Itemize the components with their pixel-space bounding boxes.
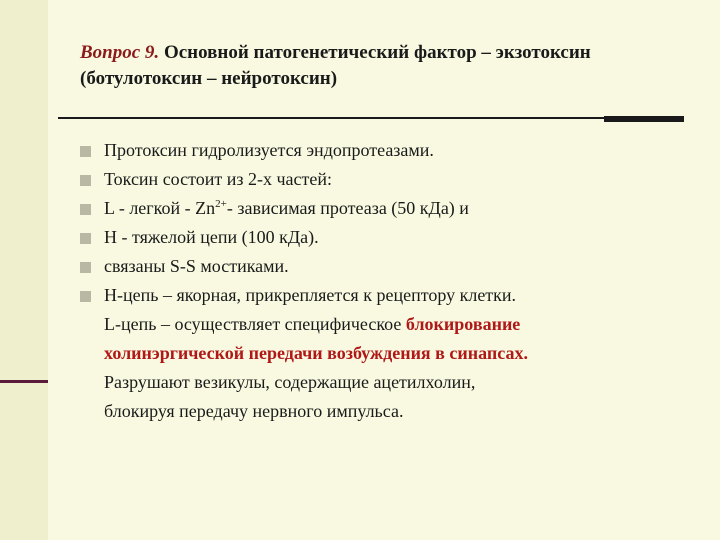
square-bullet-icon — [80, 262, 91, 273]
left-decor-line — [0, 380, 48, 383]
continuation-text: L-цепь – осуществляет специфическое — [104, 314, 406, 334]
continuation-line-4: блокируя передачу нервного импульса. — [104, 401, 404, 421]
bullet-text: Протоксин гидролизуется эндопротеазами. — [104, 140, 434, 160]
highlight-text: блокирование — [405, 314, 521, 334]
square-bullet-icon — [80, 146, 91, 157]
square-bullet-icon — [80, 175, 91, 186]
bullet-text: Н-цепь – якорная, прикрепляется к рецептору клетки. — [104, 285, 517, 305]
list-item — [80, 252, 690, 281]
title-divider — [58, 117, 684, 119]
square-bullet-icon — [80, 233, 91, 244]
title-question-number: Вопрос 9. — [80, 42, 160, 63]
list-item — [80, 165, 690, 194]
square-bullet-icon — [80, 204, 91, 215]
list-item — [80, 223, 690, 252]
bullet-text: Токсин состоит из 2-х частей: — [104, 169, 333, 189]
title-text: Основной патогенетический фактор – экзотоксин (ботулотоксин – нейротоксин) — [80, 42, 591, 89]
bullet-text: Н - тяжелой цепи (100 кДа). — [104, 227, 319, 247]
list-item — [80, 281, 690, 426]
bullet-text: связаны S-S мостиками. — [104, 256, 289, 276]
left-decor-band — [0, 0, 48, 540]
slide-title — [80, 40, 680, 92]
continuation-line-3: Разрушают везикулы, содержащие ацетилхолин, — [104, 372, 476, 392]
bullet-text-after: - зависимая протеаза (50 кДа) и — [226, 198, 469, 218]
zinc-charge-superscript: 2+ — [215, 198, 227, 210]
square-bullet-icon — [80, 291, 91, 302]
continuation-line-1 — [104, 310, 690, 339]
title-divider-accent — [604, 116, 684, 122]
bullet-text-before: L - легкой - Zn — [104, 198, 216, 218]
continuation-line-2: холинэргической передачи возбуждения в синапсах. — [104, 343, 528, 363]
bullet-list — [80, 136, 690, 426]
list-item — [80, 136, 690, 165]
list-item — [80, 194, 690, 223]
